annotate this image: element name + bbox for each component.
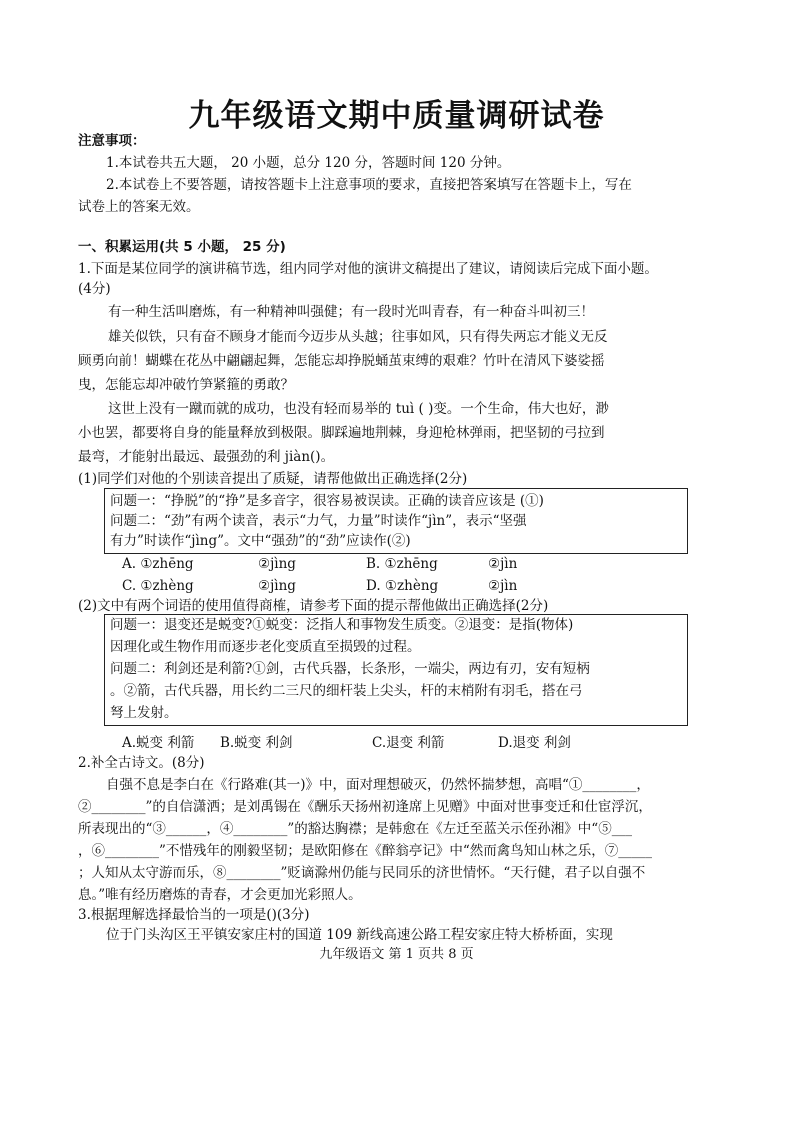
passage-line: 这世上没有一蹴而就的成功，也没有轻而易举的 tuì ( )变。一个生命，伟大也好，渺 (108, 401, 609, 417)
option-c: C.退变 利箭 (372, 735, 445, 751)
option-d: D. ①zhèng (366, 578, 439, 594)
q2-line: 息。”唯有经历磨炼的青春，才会更加光彩照人。 (78, 887, 362, 903)
option-a: A.蜕变 利箭 (122, 735, 195, 751)
notice-item-2a: 2.本试卷上不要答题，请按答题卡上注意事项的要求，直接把答案填写在答题卡上，写在 (106, 177, 632, 193)
passage-line: 雄关似铁，只有奋不顾身才能而今迈步从头越；往事如风，只有得失两忘才能义无反 (108, 329, 608, 345)
q2-line: 自强不息是李白在《行路难(其一)》中，面对理想破灭，仍然怀揣梦想，高唱“①________， (106, 777, 650, 793)
option-a: A. ①zhēng (122, 556, 194, 572)
passage-line: 最弯，才能射出最远、最强劲的利 jiàn()。 (78, 449, 335, 465)
hint-box-2-line: 弩上发射。 (110, 705, 178, 721)
q2-line: ，⑥________”不惜残年的刚毅坚韧；是欧阳修在《醉翁亭记》中“然而禽鸟知山林之乐，⑦_____ (78, 843, 653, 859)
q1-stem: 1.下面是某位同学的演讲稿节选，组内同学对他的演讲文稿提出了建议，请阅读后完成下面小题。 (78, 261, 658, 277)
hint-box-2-line: 。②箭，古代兵器，用长约二三尺的细杆装上尖头，杆的末梢附有羽毛，搭在弓 (110, 683, 583, 699)
notice-item-2b: 试卷上的答案无效。 (78, 199, 200, 215)
option-b: B. ①zhēng (366, 556, 438, 572)
q2-line: ；人知从太守游而乐，⑧________”贬谪滁州仍能与民同乐的济世情怀。“天行健，君子以自强不 (78, 865, 646, 881)
option-b: B.蜕变 利剑 (220, 735, 293, 751)
q2-stem: 2.补全古诗文。(8分) (78, 755, 205, 771)
option-a-2: ②jìng (258, 556, 296, 572)
hint-box-2-line: 因理化或生物作用而逐步老化变质直至损毁的过程。 (110, 639, 421, 655)
q2-line: 所表现出的“③______，④________”的豁达胸襟；是韩愈在《左迁至蓝关示侄孙湘》中“⑤___ (78, 821, 632, 837)
hint-box-1-line: 有力”时读作“jìng”。文中“强劲”的“劲”应读作(②) (110, 533, 411, 549)
passage-line: 有一种生活叫磨炼，有一种精神叫强健；有一段时光叫青春，有一种奋斗叫初三！ (108, 304, 594, 320)
page-title: 九年级语文期中质量调研试卷 (188, 98, 605, 134)
q1-score: (4分) (78, 281, 111, 297)
passage-line: 小也罢，都要将自身的能量释放到极限。脚踩遍地荆棘，身迎枪林弹雨，把坚韧的弓拉到 (78, 425, 605, 441)
sub-question-2: (2)文中有两个词语的使用值得商榷，请参考下面的提示帮他做出正确选择(2分) (78, 598, 549, 614)
passage-line: 顾勇向前！蝴蝶在花丛中翩翩起舞，怎能忘却挣脱蛹茧束缚的艰难？竹叶在清风下婆娑摇 (78, 353, 605, 369)
page-footer: 九年级语文 第 1 页共 8 页 (319, 947, 474, 962)
option-c: C. ①zhèng (122, 578, 194, 594)
hint-box-1-line: 问题一：“挣脱”的“挣”是多音字，很容易被误读。正确的读音应该是 (①) (110, 493, 544, 509)
option-d-2: ②jìn (488, 578, 518, 594)
sub-question-1: (1)同学们对他的个别读音提出了质疑，请帮他做出正确选择(2分) (78, 471, 468, 487)
option-d: D.退变 利剑 (498, 735, 571, 751)
notice-item-1: 1.本试卷共五大题， 20 小题，总分 120 分，答题时间 120 分钟。 (106, 155, 511, 171)
hint-box-2-line: 问题一：退变还是蜕变?①蜕变：泛指人和事物发生质变。②退变：是指(物体) (110, 617, 574, 633)
hint-box-2-line: 问题二：利剑还是利箭?①剑，古代兵器，长条形，一端尖，两边有刃，安有短柄 (110, 661, 590, 677)
q2-line: ②________”的自信潇洒；是刘禹锡在《酬乐天扬州初逢席上见赠》中面对世事变迁和仕宦浮沉， (78, 799, 652, 815)
option-b-2: ②jìn (488, 556, 518, 572)
passage-line: 曳，怎能忘却冲破竹笋紧箍的勇敢？ (78, 377, 294, 393)
hint-box-1-line: 问题二：“劲”有两个读音，表示“力气，力量”时读作“jìn”，表示“坚强 (110, 513, 527, 529)
q3-stem: 3.根据理解选择最恰当的一项是()(3分) (78, 907, 310, 923)
option-c-2: ②jìng (258, 578, 296, 594)
q3-line: 位于门头沟区王平镇安家庄村的国道 109 新线高速公路工程安家庄特大桥桥面，实现 (106, 927, 613, 943)
section-heading: 一、积累运用(共 5 小题， 25 分) (78, 239, 286, 255)
notice-heading: 注意事项： (78, 133, 146, 149)
